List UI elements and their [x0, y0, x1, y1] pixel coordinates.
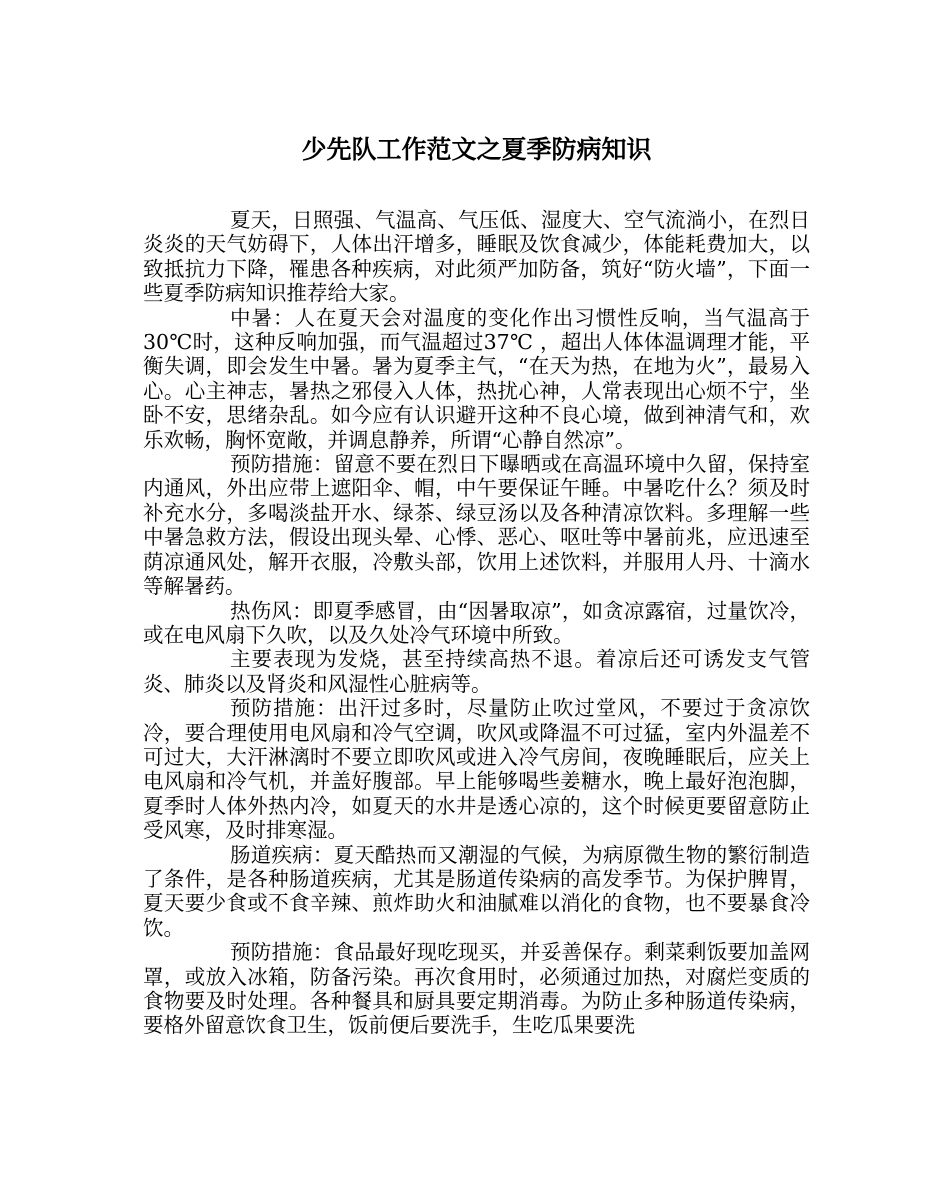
document-title: 少先队工作范文之夏季防病知识	[301, 135, 652, 164]
paragraph-intro: 夏天，日照强、气温高、气压低、湿度大、空气流淌小，在烈日炎炎的天气妨碍下，人体出汗增多，睡眠及饮食减少，体能耗费加大，以致抵抗力下降，罹患各种疾病，对此须严加防备，筑好“防火墙”，下面一些夏季防病知识推荐给大家。	[143, 208, 810, 306]
document-body	[143, 208, 810, 1038]
paragraph-intestinal-disease: 肠道疾病：夏天酷热而又潮湿的气候，为病原微生物的繁衍制造了条件，是各种肠道疾病，尤其是肠道传染病的高发季节。为保护脾胃，夏天要少食或不食辛辣、煎炸助火和油腻难以消化的食物，也不要暴食冷饮。	[143, 842, 810, 940]
paragraph-heatstroke: 中暑：人在夏天会对温度的变化作出习惯性反响，当气温高于30℃时，这种反响加强，而气温超过37℃ ，超出人体体温调理才能，平衡失调，即会发生中暑。暑为夏季主气，“在天为热，在地为火”，最易入心。心主神志，暑热之邪侵入人体，热扰心神，人常表现出心烦不宁，坐卧不安，思绪杂乱。如今应有认识避开这种不良心境，做到神清气和，欢乐欢畅，胸怀宽敞，并调息静养，所谓“心静自然凉”。	[143, 305, 810, 452]
paragraph-summer-cold-symptoms: 主要表现为发烧，甚至持续高热不退。着凉后还可诱发支气管炎、肺炎以及肾炎和风湿性心脏病等。	[143, 647, 810, 696]
paragraph-intestinal-prevention: 预防措施：食品最好现吃现买，并妥善保存。剩菜剩饭要加盖网罩，或放入冰箱，防备污染。再次食用时，必须通过加热，对腐烂变质的食物要及时处理。各种餐具和厨具要定期消毒。为防止多种肠道传染病，要格外留意饮食卫生，饭前便后要洗手，生吃瓜果要洗	[143, 940, 810, 1038]
paragraph-summer-cold: 热伤风：即夏季感冒，由“因暑取凉”，如贪凉露宿，过量饮冷，或在电风扇下久吹，以及久处冷气环境中所致。	[143, 598, 810, 647]
paragraph-heatstroke-prevention: 预防措施：留意不要在烈日下曝晒或在高温环境中久留，保持室内通风，外出应带上遮阳伞、帽，中午要保证午睡。中暑吃什么？须及时补充水分，多喝淡盐开水、绿茶、绿豆汤以及各种清凉饮料。多理解一些中暑急救方法，假设出现头晕、心悸、恶心、呕吐等中暑前兆，应迅速至荫凉通风处，解开衣服，冷敷头部，饮用上述饮料，并服用人丹、十滴水等解暑药。	[143, 452, 810, 599]
paragraph-summer-cold-prevention: 预防措施：出汗过多时，尽量防止吹过堂风，不要过于贪凉饮冷，要合理使用电风扇和冷气空调，吹风或降温不可过猛，室内外温差不可过大，大汗淋漓时不要立即吹风或进入冷气房间，夜晚睡眠后，应关上电风扇和冷气机，并盖好腹部。早上能够喝些姜糖水，晚上最好泡泡脚，夏季时人体外热内冷，如夏天的水井是透心凉的，这个时候更要留意防止受风寒，及时排寒湿。	[143, 696, 810, 843]
